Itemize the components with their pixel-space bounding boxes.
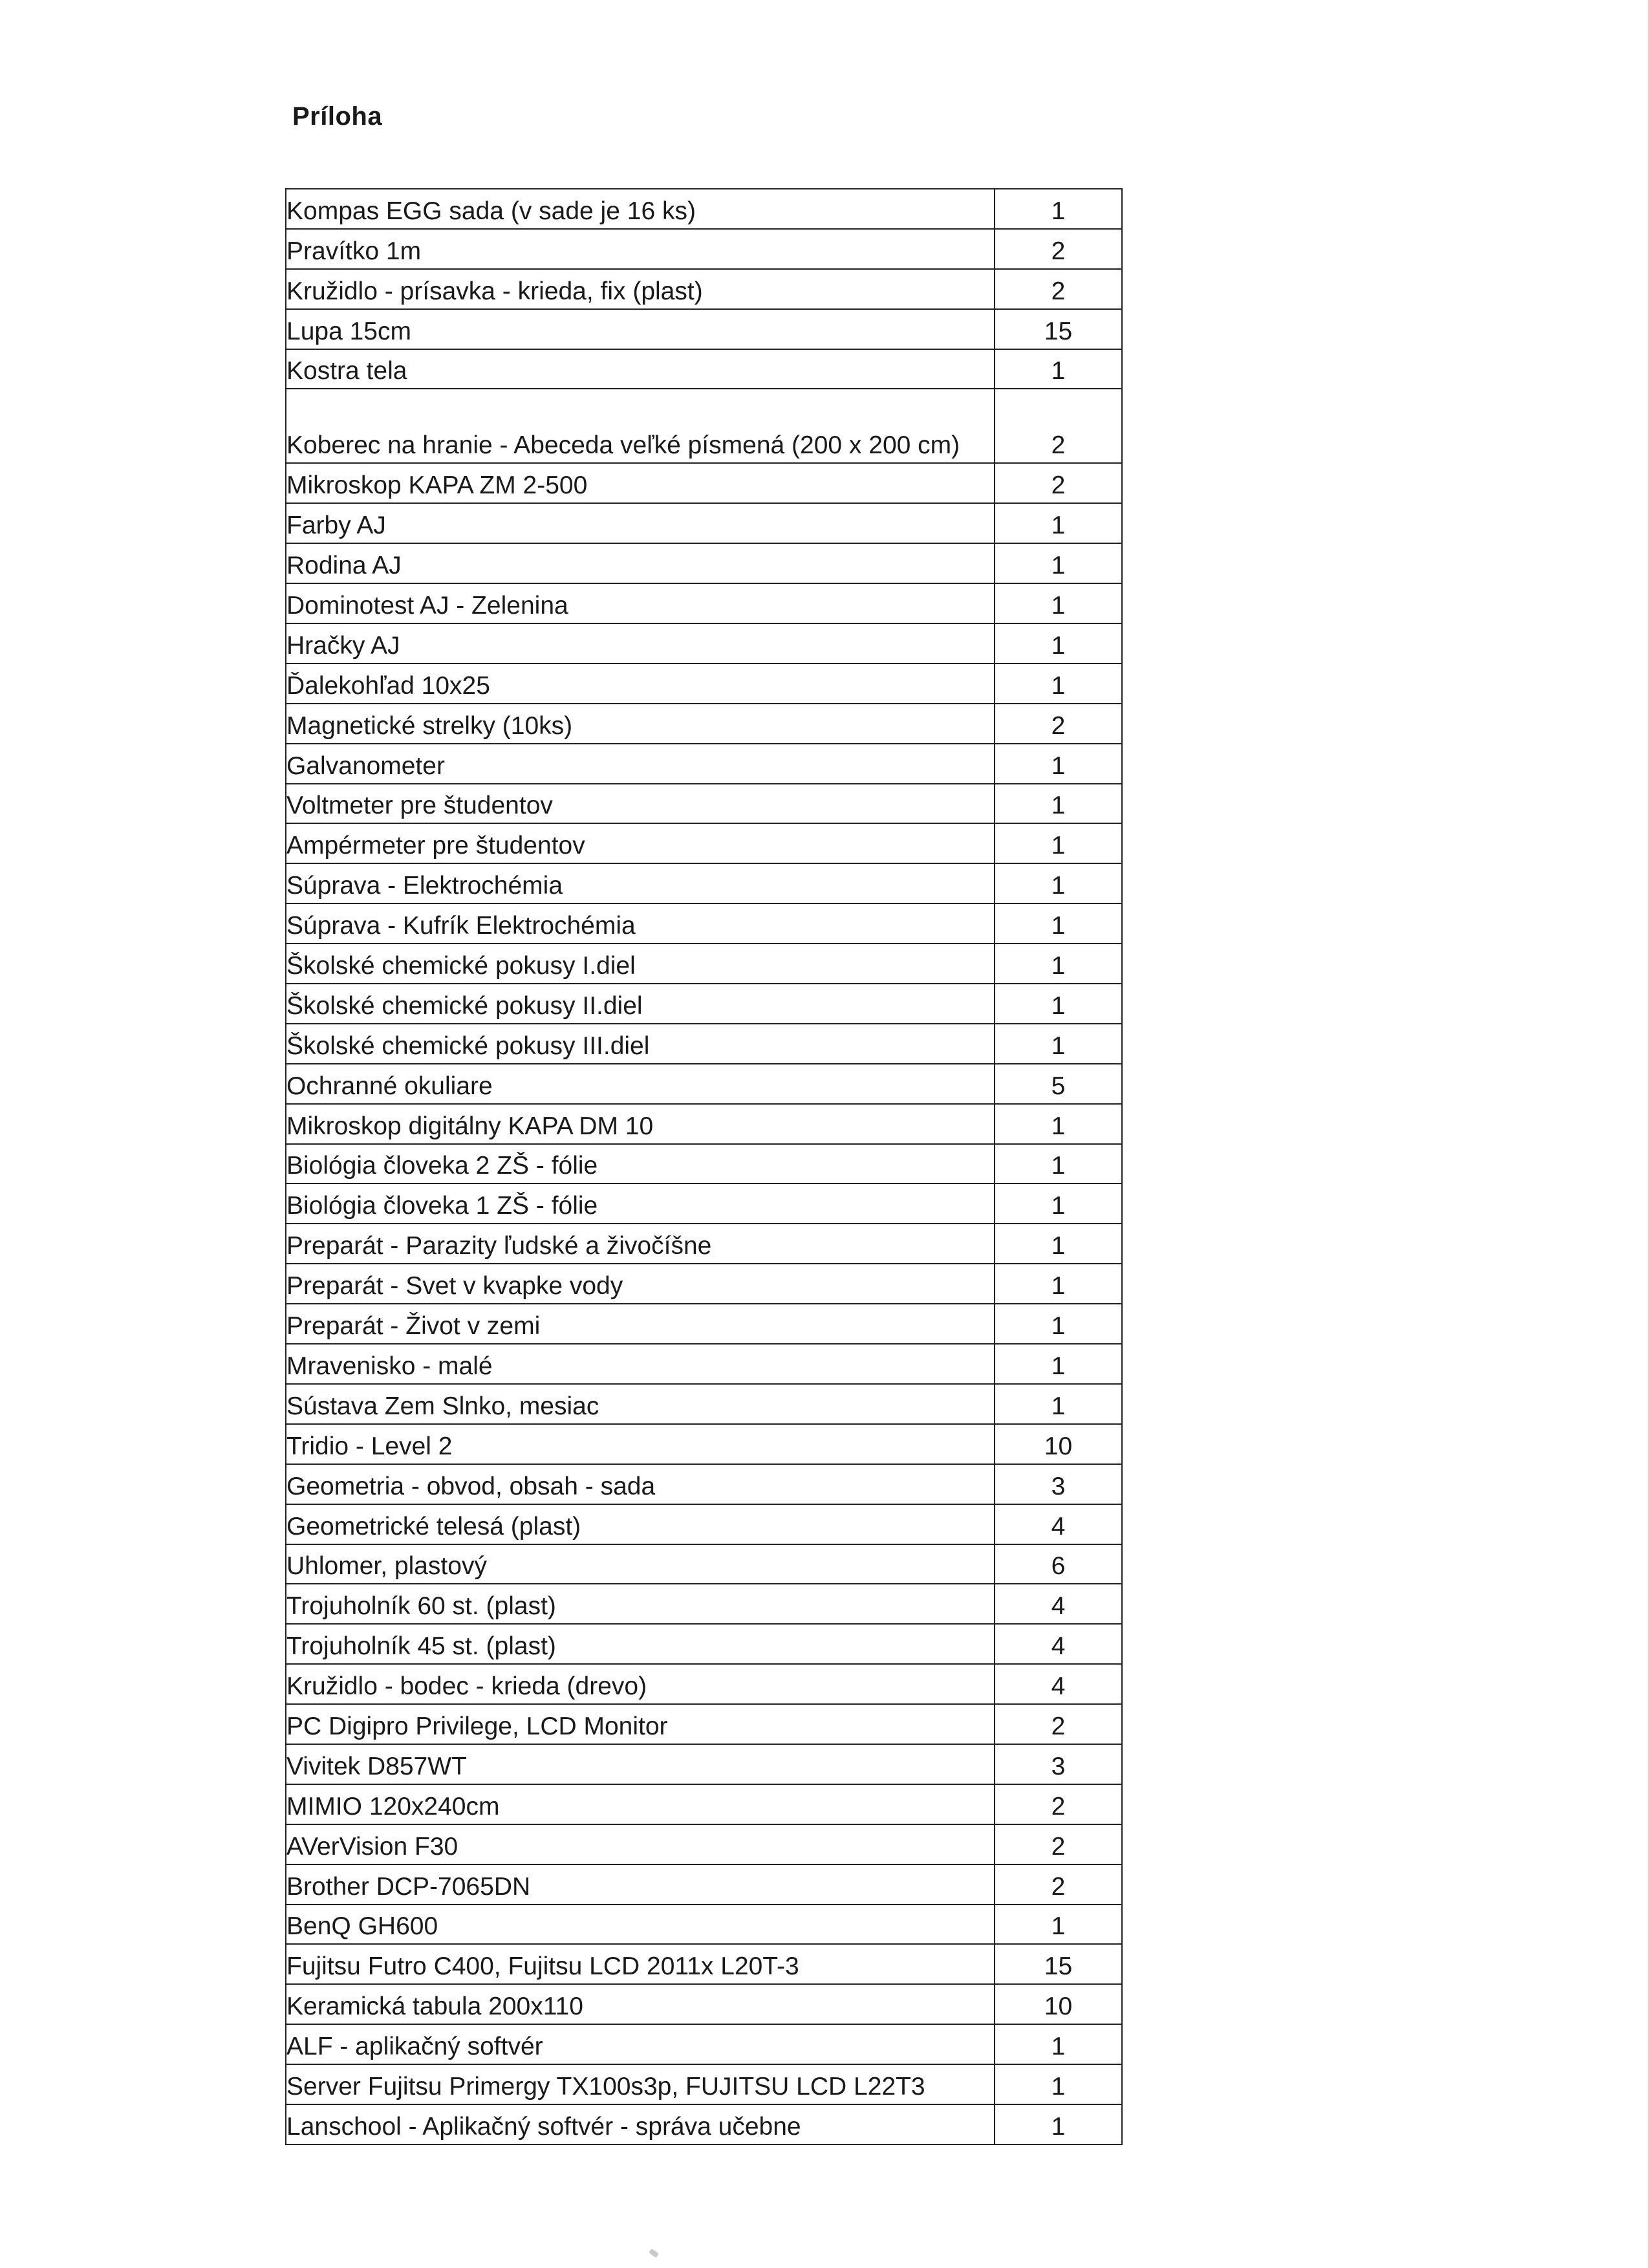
item-quantity-cell: 4 bbox=[995, 1624, 1122, 1664]
item-name-cell: Fujitsu Futro C400, Fujitsu LCD 2011x L20T-3 bbox=[286, 1944, 995, 1984]
item-name-cell: Brother DCP-7065DN bbox=[286, 1864, 995, 1905]
table-row bbox=[286, 664, 1122, 704]
item-quantity-cell: 1 bbox=[995, 903, 1122, 944]
table-row bbox=[286, 1784, 1122, 1824]
table-row bbox=[286, 309, 1122, 349]
item-quantity-cell: 2 bbox=[995, 1784, 1122, 1824]
items-table bbox=[285, 188, 1123, 2145]
table-row bbox=[286, 189, 1122, 229]
item-name-cell: Lupa 15cm bbox=[286, 309, 995, 349]
item-name-cell: Biológia človeka 2 ZŠ - fólie bbox=[286, 1144, 995, 1184]
item-quantity-cell: 4 bbox=[995, 1664, 1122, 1704]
table-row bbox=[286, 903, 1122, 944]
item-quantity-cell: 1 bbox=[995, 784, 1122, 824]
item-name-cell: Kružidlo - prísavka - krieda, fix (plast) bbox=[286, 269, 995, 309]
document-title: Príloha bbox=[292, 102, 383, 131]
items-table-body bbox=[286, 189, 1122, 2144]
item-name-cell: MIMIO 120x240cm bbox=[286, 1784, 995, 1824]
item-name-cell: BenQ GH600 bbox=[286, 1905, 995, 1945]
table-row bbox=[286, 1944, 1122, 1984]
item-quantity-cell: 10 bbox=[995, 1424, 1122, 1464]
table-row bbox=[286, 2024, 1122, 2064]
table-row bbox=[286, 1504, 1122, 1544]
item-quantity-cell: 1 bbox=[995, 863, 1122, 903]
table-row bbox=[286, 744, 1122, 784]
table-row bbox=[286, 269, 1122, 309]
item-name-cell: Školské chemické pokusy I.diel bbox=[286, 944, 995, 984]
item-quantity-cell: 1 bbox=[995, 944, 1122, 984]
item-name-cell: Trojuholník 45 st. (plast) bbox=[286, 1624, 995, 1664]
item-quantity-cell: 1 bbox=[995, 1144, 1122, 1184]
item-quantity-cell: 2 bbox=[995, 1864, 1122, 1905]
table-row bbox=[286, 1864, 1122, 1905]
item-name-cell: Keramická tabula 200x110 bbox=[286, 1984, 995, 2024]
table-row bbox=[286, 1024, 1122, 1064]
item-name-cell: Súprava - Kufrík Elektrochémia bbox=[286, 903, 995, 944]
table-row bbox=[286, 1464, 1122, 1504]
item-name-cell: Magnetické strelky (10ks) bbox=[286, 704, 995, 744]
table-row bbox=[286, 944, 1122, 984]
item-name-cell: Preparát - Život v zemi bbox=[286, 1304, 995, 1344]
table-row bbox=[286, 1304, 1122, 1344]
table-row bbox=[286, 863, 1122, 903]
item-quantity-cell: 1 bbox=[995, 1384, 1122, 1424]
table-row bbox=[286, 623, 1122, 664]
table-row bbox=[286, 1664, 1122, 1704]
item-name-cell: Mikroskop KAPA ZM 2-500 bbox=[286, 463, 995, 503]
item-quantity-cell: 1 bbox=[995, 1104, 1122, 1144]
table-row bbox=[286, 1704, 1122, 1744]
item-name-cell: Ochranné okuliare bbox=[286, 1064, 995, 1104]
item-name-cell: Trojuholník 60 st. (plast) bbox=[286, 1584, 995, 1624]
item-quantity-cell: 1 bbox=[995, 2104, 1122, 2144]
item-quantity-cell: 2 bbox=[995, 704, 1122, 744]
item-quantity-cell: 4 bbox=[995, 1504, 1122, 1544]
item-quantity-cell: 1 bbox=[995, 503, 1122, 543]
item-quantity-cell: 2 bbox=[995, 229, 1122, 269]
item-quantity-cell: 1 bbox=[995, 349, 1122, 389]
table-row bbox=[286, 823, 1122, 863]
table-row bbox=[286, 1905, 1122, 1945]
item-name-cell: Voltmeter pre študentov bbox=[286, 784, 995, 824]
table-row bbox=[286, 503, 1122, 543]
item-quantity-cell: 2 bbox=[995, 269, 1122, 309]
item-quantity-cell: 1 bbox=[995, 583, 1122, 623]
item-quantity-cell: 15 bbox=[995, 309, 1122, 349]
item-name-cell: Rodina AJ bbox=[286, 543, 995, 583]
table-row bbox=[286, 1984, 1122, 2024]
table-row bbox=[286, 1824, 1122, 1864]
table-row bbox=[286, 349, 1122, 389]
item-quantity-cell: 1 bbox=[995, 2024, 1122, 2064]
item-quantity-cell: 4 bbox=[995, 1584, 1122, 1624]
item-name-cell: Tridio - Level 2 bbox=[286, 1424, 995, 1464]
item-quantity-cell: 1 bbox=[995, 664, 1122, 704]
table-row bbox=[286, 1264, 1122, 1304]
table-row bbox=[286, 1624, 1122, 1664]
item-quantity-cell: 2 bbox=[995, 463, 1122, 503]
table-row bbox=[286, 1183, 1122, 1224]
table-row bbox=[286, 229, 1122, 269]
item-name-cell: Školské chemické pokusy III.diel bbox=[286, 1024, 995, 1064]
table-row bbox=[286, 1584, 1122, 1624]
item-name-cell: AVerVision F30 bbox=[286, 1824, 995, 1864]
table-row bbox=[286, 984, 1122, 1024]
item-name-cell: Sústava Zem Slnko, mesiac bbox=[286, 1384, 995, 1424]
table-row bbox=[286, 543, 1122, 583]
item-name-cell: PC Digipro Privilege, LCD Monitor bbox=[286, 1704, 995, 1744]
table-row bbox=[286, 2104, 1122, 2144]
item-quantity-cell: 5 bbox=[995, 1064, 1122, 1104]
item-name-cell: ALF - aplikačný softvér bbox=[286, 2024, 995, 2064]
item-quantity-cell: 1 bbox=[995, 1024, 1122, 1064]
item-quantity-cell: 2 bbox=[995, 1824, 1122, 1864]
item-name-cell: Vivitek D857WT bbox=[286, 1744, 995, 1784]
item-name-cell: Geometrické telesá (plast) bbox=[286, 1504, 995, 1544]
item-quantity-cell: 10 bbox=[995, 1984, 1122, 2024]
item-name-cell: Pravítko 1m bbox=[286, 229, 995, 269]
item-quantity-cell: 1 bbox=[995, 1224, 1122, 1264]
item-quantity-cell: 2 bbox=[995, 1704, 1122, 1744]
table-row bbox=[286, 2064, 1122, 2104]
item-name-cell: Kružidlo - bodec - krieda (drevo) bbox=[286, 1664, 995, 1704]
table-row bbox=[286, 784, 1122, 824]
item-quantity-cell: 6 bbox=[995, 1544, 1122, 1584]
table-row bbox=[286, 1424, 1122, 1464]
item-quantity-cell: 1 bbox=[995, 984, 1122, 1024]
item-name-cell: Galvanometer bbox=[286, 744, 995, 784]
item-quantity-cell: 1 bbox=[995, 823, 1122, 863]
item-name-cell: Mravenisko - malé bbox=[286, 1344, 995, 1384]
item-quantity-cell: 1 bbox=[995, 2064, 1122, 2104]
item-name-cell: Školské chemické pokusy II.diel bbox=[286, 984, 995, 1024]
item-quantity-cell: 1 bbox=[995, 744, 1122, 784]
table-row bbox=[286, 1224, 1122, 1264]
item-name-cell: Hračky AJ bbox=[286, 623, 995, 664]
item-name-cell: Súprava - Elektrochémia bbox=[286, 863, 995, 903]
item-quantity-cell: 15 bbox=[995, 1944, 1122, 1984]
item-name-cell: Uhlomer, plastový bbox=[286, 1544, 995, 1584]
item-name-cell: Geometria - obvod, obsah - sada bbox=[286, 1464, 995, 1504]
scan-speck bbox=[649, 2249, 659, 2258]
table-row bbox=[286, 1064, 1122, 1104]
item-quantity-cell: 2 bbox=[995, 389, 1122, 463]
item-name-cell: Kostra tela bbox=[286, 349, 995, 389]
item-name-cell: Kompas EGG sada (v sade je 16 ks) bbox=[286, 189, 995, 229]
table-row bbox=[286, 583, 1122, 623]
item-name-cell: Dominotest AJ - Zelenina bbox=[286, 583, 995, 623]
item-name-cell: Mikroskop digitálny KAPA DM 10 bbox=[286, 1104, 995, 1144]
table-row bbox=[286, 1104, 1122, 1144]
table-row bbox=[286, 1384, 1122, 1424]
item-quantity-cell: 1 bbox=[995, 1304, 1122, 1344]
table-row bbox=[286, 1144, 1122, 1184]
item-quantity-cell: 1 bbox=[995, 1905, 1122, 1945]
table-row bbox=[286, 1344, 1122, 1384]
table-row bbox=[286, 463, 1122, 503]
table-row bbox=[286, 1544, 1122, 1584]
item-quantity-cell: 1 bbox=[995, 1183, 1122, 1224]
item-quantity-cell: 3 bbox=[995, 1744, 1122, 1784]
item-name-cell: Ampérmeter pre študentov bbox=[286, 823, 995, 863]
item-name-cell: Lanschool - Aplikačný softvér - správa učebne bbox=[286, 2104, 995, 2144]
table-row bbox=[286, 1744, 1122, 1784]
item-quantity-cell: 1 bbox=[995, 189, 1122, 229]
item-name-cell: Ďalekohľad 10x25 bbox=[286, 664, 995, 704]
item-quantity-cell: 1 bbox=[995, 1344, 1122, 1384]
item-name-cell: Biológia človeka 1 ZŠ - fólie bbox=[286, 1183, 995, 1224]
item-quantity-cell: 1 bbox=[995, 623, 1122, 664]
table-row bbox=[286, 704, 1122, 744]
item-quantity-cell: 1 bbox=[995, 543, 1122, 583]
item-name-cell: Koberec na hranie - Abeceda veľké písmená (200 x 200 cm) bbox=[286, 389, 995, 463]
item-quantity-cell: 1 bbox=[995, 1264, 1122, 1304]
item-name-cell: Server Fujitsu Primergy TX100s3p, FUJITSU LCD L22T3 bbox=[286, 2064, 995, 2104]
table-row bbox=[286, 389, 1122, 463]
item-name-cell: Farby AJ bbox=[286, 503, 995, 543]
item-quantity-cell: 3 bbox=[995, 1464, 1122, 1504]
item-name-cell: Preparát - Svet v kvapke vody bbox=[286, 1264, 995, 1304]
item-name-cell: Preparát - Parazity ľudské a živočíšne bbox=[286, 1224, 995, 1264]
